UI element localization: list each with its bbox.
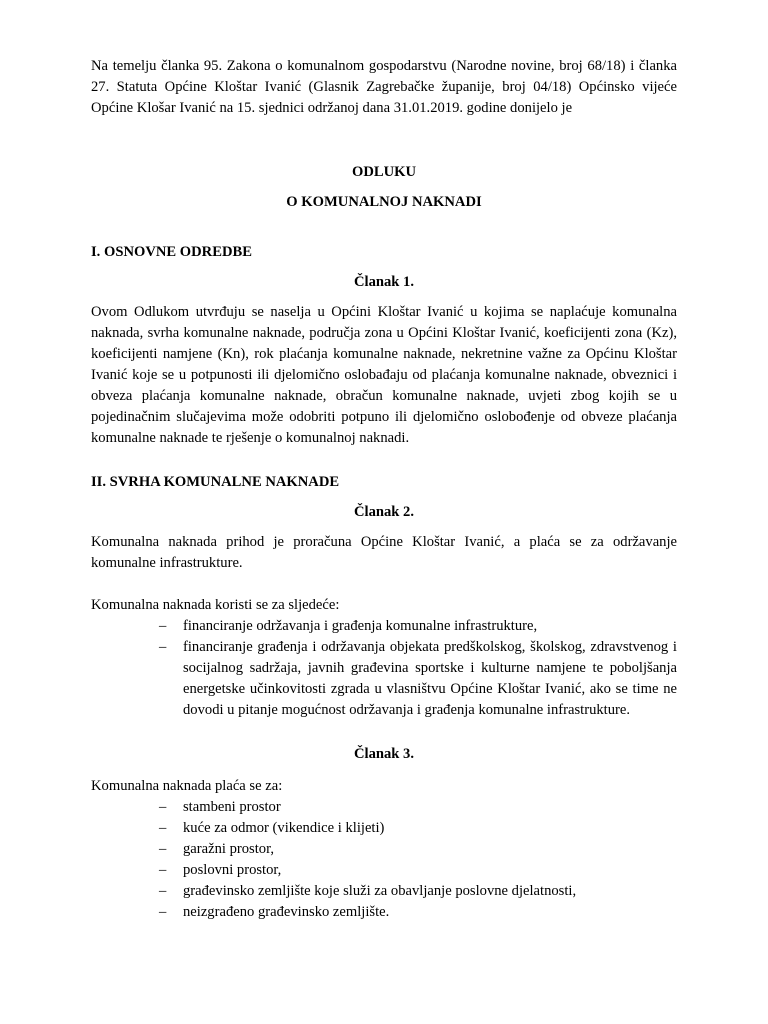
list-item xyxy=(91,616,677,637)
list-item xyxy=(91,881,677,902)
article-2-heading: Članak 2. xyxy=(353,504,414,520)
list-item xyxy=(91,860,677,881)
dash-bullet-icon: – xyxy=(159,841,167,857)
article-2-list-intro: Komunalna naknada koristi se za sljedeće: xyxy=(91,597,340,613)
section-heading-purpose: II. SVRHA KOMUNALNE NAKNADE xyxy=(91,474,340,490)
list-item-text: financiranje održavanja i građenja komunalne infrastrukture, xyxy=(183,618,538,634)
article-1-heading: Članak 1. xyxy=(353,274,414,290)
article-3-heading: Članak 3. xyxy=(353,746,414,762)
list-item xyxy=(91,797,677,818)
dash-bullet-icon: – xyxy=(159,862,167,878)
article-2-list xyxy=(91,616,677,721)
article-1-paragraph: Ovom Odlukom utvrđuju se naselja u Općini Kloštar Ivanić u kojima se naplaćuje komunalna naknada, svrha komunalne naknade, područja zona u Općini Kloštar Ivanić, koeficijenti zona (Kz), koeficijenti namjene (Kn), rok plaćanja komunalne naknade, nekretnine važne za Općinu Kloštar Ivanić koje se u potpunosti ili djelomično oslobađaju od plaćanja komunalne naknade, obveznici i obveza plaćanja komunalne naknade, obračun komunalne naknade, uvjeti zbog kojih se u pojedinačnim slučajevima može odobriti potpuno ili djelomično oslobođenje od obveze plaćanja komunalne naknade te rješenje o komunalnoj naknadi. xyxy=(91,304,677,446)
preamble-paragraph: Na temelju članka 95. Zakona o komunalnom gospodarstvu (Narodne novine, broj 68/18) i članka 27. Statuta Općine Kloštar Ivanić (Glasnik Zagrebačke županije, broj 04/18) Općinsko vijeće Općine Klošar Ivanić na 15. sjednici održanoj dana 31.01.2019. godine donijelo je xyxy=(91,58,677,116)
list-item xyxy=(91,637,677,721)
list-item-text: poslovni prostor, xyxy=(183,862,282,878)
list-item-text: garažni prostor, xyxy=(183,841,274,857)
list-item-text: financiranje građenja i održavanja objekata predškolskog, školskog, zdravstvenog i socijalnog sadržaja, javnih građevina sportske i kulturne namjene te poboljšanja energetske učinkovitosti zgrada u vlasništvu Općine Kloštar Ivanić, ako se time ne dovodi u pitanje mogućnost održavanja i građenja komunalne infrastrukture. xyxy=(183,639,677,718)
dash-bullet-icon: – xyxy=(159,799,167,815)
dash-bullet-icon: – xyxy=(159,618,167,634)
section-heading-basic-provisions: I. OSNOVNE ODREDBE xyxy=(91,244,252,260)
list-item xyxy=(91,818,677,839)
list-item-text: stambeni prostor xyxy=(183,799,281,815)
list-item-text: građevinsko zemljište koje služi za obavljanje poslovne djelatnosti, xyxy=(183,883,577,899)
dash-bullet-icon: – xyxy=(159,883,167,899)
dash-bullet-icon: – xyxy=(159,820,167,836)
list-item xyxy=(91,902,677,923)
list-item xyxy=(91,839,677,860)
decision-subtitle: O KOMUNALNOJ NAKNADI xyxy=(286,194,482,210)
decision-title: ODLUKU xyxy=(351,164,417,180)
list-item-text: kuće za odmor (vikendice i klijeti) xyxy=(183,820,385,836)
dash-bullet-icon: – xyxy=(159,639,167,655)
article-3-list-intro: Komunalna naknada plaća se za: xyxy=(91,778,283,794)
list-item-text: neizgrađeno građevinsko zemljište. xyxy=(183,904,390,920)
article-3-list xyxy=(91,797,677,923)
document-page xyxy=(91,56,677,923)
article-2-paragraph: Komunalna naknada prihod je proračuna Općine Kloštar Ivanić, a plaća se za održavanje komunalne infrastrukture. xyxy=(91,534,677,571)
dash-bullet-icon: – xyxy=(159,904,167,920)
